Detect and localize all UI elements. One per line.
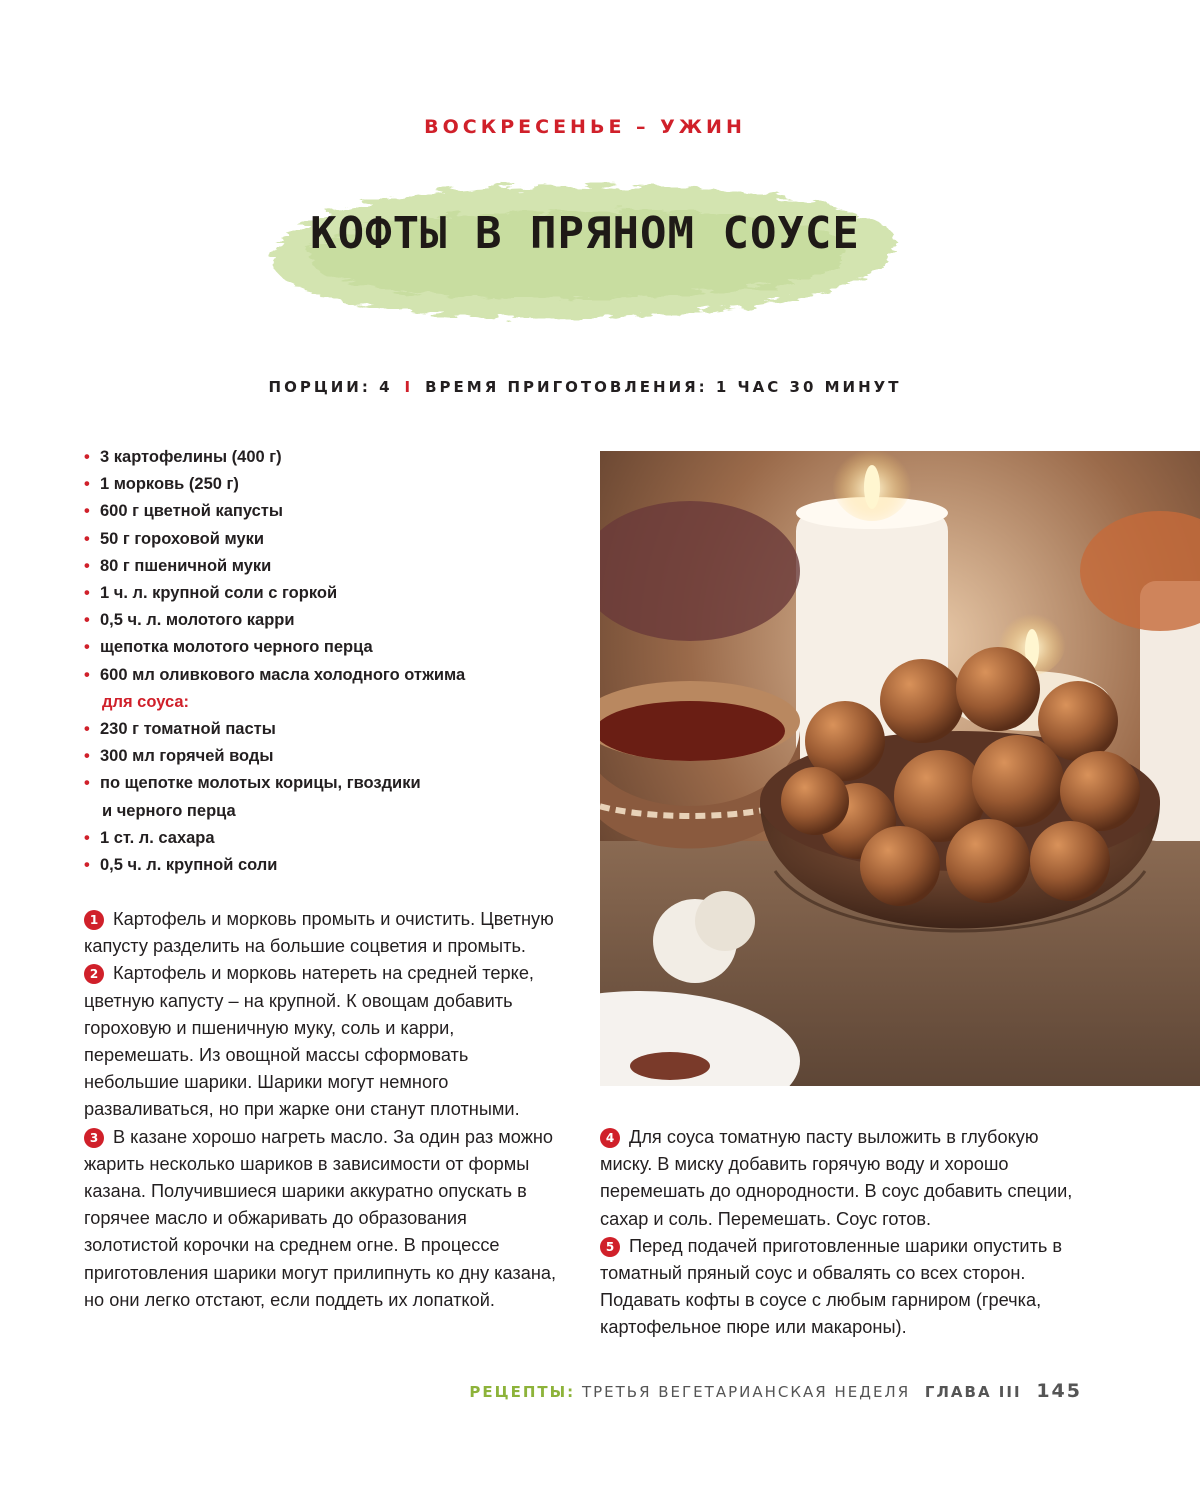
- list-item: • 600 мл оливкового масла холодного отжима: [84, 665, 466, 684]
- step-4: 4 Для соуса томатную пасту выложить в глубокую миску. В миску добавить горячую воду и хорошо перемешать до однородности. В соус добавить специи, сахар и соль. Перемешать. Соус готов.: [600, 1127, 1073, 1229]
- list-item: • 1 морковь (250 г): [84, 475, 239, 494]
- recipe-meta: [0, 378, 1170, 396]
- list-item: • по щепотке молотых корицы, гвоздики: [84, 774, 421, 793]
- list-item: • 0,5 ч. л. крупной соли: [84, 856, 278, 875]
- step-2: 2 Картофель и морковь натереть на средней терке, цветную капусту – на крупной. К овощам добавить гороховую и пшеничную муку, соль и карри, перемешать. Из овощной массы сформовать небольшие шарики. Шарики могут немного разваливаться, но при жарке они станут плотными.: [84, 963, 534, 1120]
- step-number-badge: 2: [84, 964, 104, 984]
- list-item: • щепотка молотого черного перца: [84, 638, 373, 657]
- steps-column-right: [600, 1124, 1080, 1342]
- step-number-badge: 5: [600, 1237, 620, 1257]
- portions-text: ПОРЦИИ: 4: [268, 378, 393, 396]
- list-item: • 230 г томатной пасты: [84, 720, 276, 739]
- step-number-badge: 1: [84, 910, 104, 930]
- step-5: 5 Перед подачей приготовленные шарики опустить в томатный пряный соус и обвалять со всех сторон. Подавать кофты в соусе с любым гарниром (гречка, картофельное пюре или макароны).: [600, 1235, 1063, 1338]
- list-item: • 1 ст. л. сахара: [84, 828, 215, 847]
- page-kicker: ВОСКРЕСЕНЬЕ – УЖИН: [424, 116, 746, 138]
- steps-column-left: [84, 906, 562, 1314]
- cooking-time-text: ВРЕМЯ ПРИГОТОВЛЕНИЯ: 1 ЧАС 30 МИНУТ: [425, 378, 902, 396]
- footer-section-label: РЕЦЕПТЫ:: [469, 1383, 576, 1401]
- step-3: 3 В казане хорошо нагреть масло. За один раз можно жарить несколько шариков в зависимости от формы казана. Получившиеся шарики аккуратно опускать в горячее масло и обжаривать до образования золотистой корочки на среднем огне. В процессе приготовления шарики могут прилипнуть ко дну казана, но они легко отстают, если поддеть их лопаткой.: [84, 1126, 557, 1310]
- list-item: и черного перца: [102, 801, 236, 820]
- meatballs-photo-illustration: [600, 451, 1200, 1086]
- recipe-title: КОФТЫ В ПРЯНОМ СОУСЕ: [310, 208, 860, 259]
- list-item: • 80 г пшеничной муки: [84, 556, 272, 575]
- food-photo: [600, 451, 1200, 1086]
- footer-chapter: ГЛАВА III: [924, 1383, 1022, 1401]
- step-1: 1 Картофель и морковь промыть и очистить. Цветную капусту разделить на большие соцветия и промыть.: [84, 909, 554, 957]
- list-item: • 0,5 ч. л. молотого карри: [84, 611, 295, 630]
- ingredients-list: [84, 444, 584, 879]
- page-number: 145: [1036, 1380, 1082, 1402]
- page-footer: [469, 1380, 1082, 1402]
- footer-section-title: ТРЕТЬЯ ВЕГЕТАРИАНСКАЯ НЕДЕЛЯ: [581, 1383, 911, 1401]
- list-item: • 50 г гороховой муки: [84, 529, 265, 548]
- sauce-heading: для соуса:: [102, 692, 190, 711]
- step-number-badge: 3: [84, 1128, 104, 1148]
- meta-separator: I: [404, 378, 414, 396]
- list-item: • 3 картофелины (400 г): [84, 448, 282, 466]
- step-number-badge: 4: [600, 1128, 620, 1148]
- list-item: • 1 ч. л. крупной соли с горкой: [84, 584, 338, 603]
- list-item: • 600 г цветной капусты: [84, 502, 283, 521]
- list-item: • 300 мл горячей воды: [84, 747, 274, 766]
